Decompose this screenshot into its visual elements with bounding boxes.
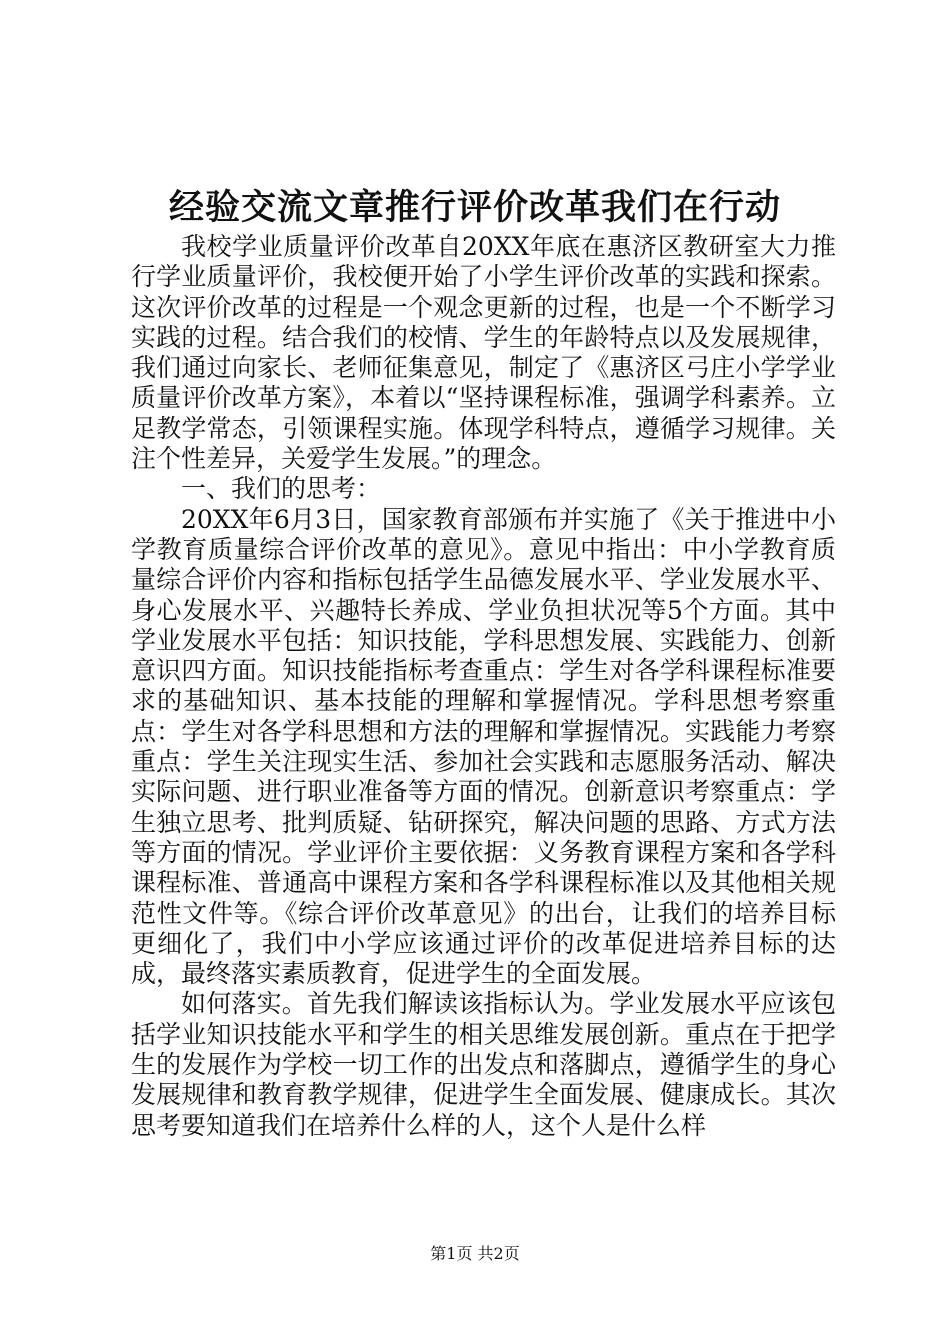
paragraph: 如何落实。首先我们解读该指标认为。学业发展水平应该包括学业知识技能水平和学生的相关思维发展创新。重点在于把学生的发展作为学校一切工作的出发点和落脚点，遵循学生的身心发展规律和教育教学规律，促进学生全面发展、健康成长。其次思考要知道我们在培养什么样的人，这个人是什么样 [131, 989, 836, 1140]
paragraph: 20XX年6月3日，国家教育部颁布并实施了《关于推进中小学教育质量综合评价改革的意见》。意见中指出：中小学教育质量综合评价内容和指标包括学生品德发展水平、学业发展水平、身心发展水平、兴趣特长养成、学业负担状况等5个方面。其中学业发展水平包括：知识技能，学科思想发展、实践能力、创新意识四方面。知识技能指标考查重点：学生对各学科课程标准要求的基础知识、基本技能的理解和掌握情况。学科思想考察重点：学生对各学科思想和方法的理解和掌握情况。实践能力考察重点：学生关注现实生活、参加社会实践和志愿服务活动、解决实际问题、进行职业准备等方面的情况。创新意识考察重点：学生独立思考、批判质疑、钻研探究，解决问题的思路、方式方法等方面的情况。学业评价主要依据：义务教育课程方案和各学科课程标准、普通高中课程方案和各学科课程标准以及其他相关规范性文件等。《综合评价改革意见》的出台，让我们的培养目标更细化了，我们中小学应该通过评价的改革促进培养目标的达成，最终落实素质教育，促进学生的全面发展。 [131, 504, 836, 989]
page-footer: 第1页 共2页 [430, 1244, 520, 1263]
section-heading: 一、我们的思考： [181, 474, 382, 504]
document-body [131, 232, 836, 1141]
document-title: 经验交流文章推行评价改革我们在行动 [168, 187, 781, 228]
paragraph: 我校学业质量评价改革自20XX年底在惠济区教研室大力推行学业质量评价，我校便开始了小学生评价改革的实践和探索。这次评价改革的过程是一个观念更新的过程，也是一个不断学习实践的过程。结合我们的校情、学生的年龄特点以及发展规律，我们通过向家长、老师征集意见，制定了《惠济区弓庄小学学业质量评价改革方案》，本着以“坚持课程标准，强调学科素养。立足教学常态，引领课程实施。体现学科特点，遵循学习规律。关注个性差异，关爱学生发展。”的理念。 [131, 232, 836, 474]
